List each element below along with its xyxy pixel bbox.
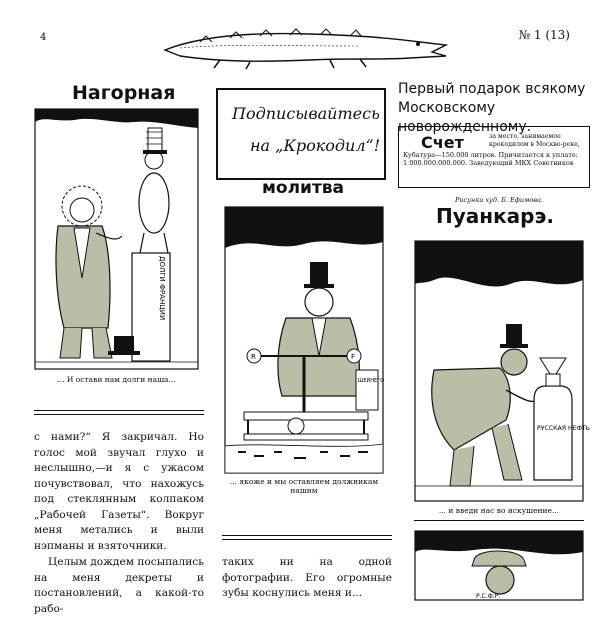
article-column-1: с нами?“ Я закричал. Но голос мой звучал глухо и неслышно,—и я с ужасом почувствовал, что нахожусь под стеклянным колпаком „Рабочей Газеты“. Вокруг меня метались и выли нэпманы и взяточники. — [34, 431, 204, 552]
page-number: 4 — [40, 32, 47, 43]
press-letter-f: F — [351, 353, 356, 361]
gift-text: Первый подарок всякому Московскому новорожденному. — [398, 81, 586, 135]
divider — [222, 539, 392, 540]
box-label: ШЕЙНЕГО — [358, 378, 385, 384]
subscribe-box — [216, 88, 386, 180]
illustration-bottom — [414, 530, 584, 600]
bill-body-text: Кубатура—150.000 литров. Причитается к уплате: 1.000.000.000.000. Заведующий МКХ Советников — [403, 151, 578, 167]
illustration-left — [34, 108, 199, 370]
subscribe-line-1: Подписывайтесь — [232, 104, 380, 123]
divider — [34, 410, 204, 411]
caption-right: ... и введи нас во искушение... — [438, 506, 560, 515]
divider — [222, 535, 392, 536]
divider — [34, 414, 204, 415]
bill-top-text: за место, занимаемое крокодилом в Москве-реке, — [489, 133, 580, 148]
title-left: Нагорная — [72, 82, 176, 104]
title-middle: молитва — [262, 178, 345, 198]
illustration-middle — [224, 206, 384, 474]
divider — [414, 520, 584, 521]
bill-title: Счет — [421, 133, 464, 152]
pedestal-sign: ДОЛГИ ФРАНЦИИ — [158, 256, 166, 321]
artist-credit: Рисунки худ. Б. Ефимова. — [455, 196, 544, 204]
bottle-label: РУССКАЯ НЕФТЬ — [537, 425, 590, 432]
caption-left: ... И остави нам долги наша... — [57, 375, 176, 384]
crocodile-masthead-icon — [160, 22, 450, 70]
subscribe-line-2: на „Крокодил“! — [250, 136, 381, 155]
bill-box — [398, 126, 590, 188]
press-letter-r: R — [251, 353, 256, 361]
caption-middle: ... якоже и мы оставляем должникам нашим — [229, 477, 379, 495]
cap-text: Р.С.Ф.Р. — [476, 593, 501, 600]
illustration-right — [414, 240, 590, 502]
issue-number: № 1 (13) — [518, 28, 570, 42]
title-right: Пуанкарэ. — [436, 204, 554, 228]
article-column-2: таких ни на одной фотографии. Его огромные зубы коснулись меня и... — [222, 556, 392, 599]
article-column-1-cont: Целым дождем посыпались на меня декреты и постановлений, а какой-то рабо- — [34, 556, 204, 615]
